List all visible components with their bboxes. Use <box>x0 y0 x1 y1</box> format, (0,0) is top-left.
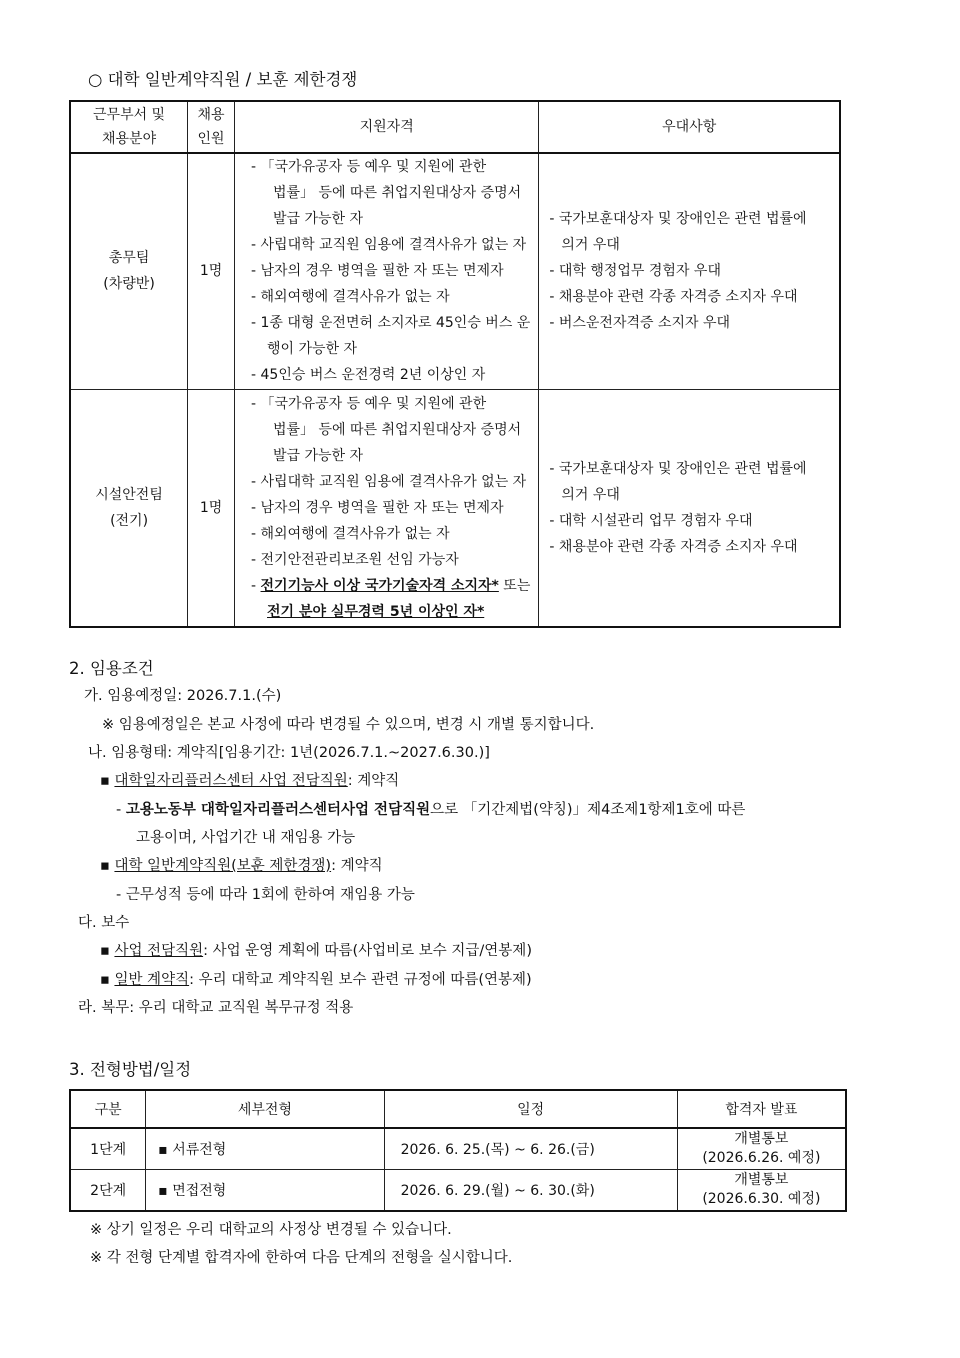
section2-title: 2. 임용조건 <box>69 659 154 678</box>
list-item: ▪ 일반 계약직: 우리 대학교 계약직원 보수 관련 규정에 따름(연봉제) <box>100 972 532 988</box>
service-rule: 라. 복무: 우리 대학교 교직원 복무규정 적용 <box>78 1000 354 1016</box>
recruit-table <box>69 100 841 628</box>
result-cell: 개별통보 (2026.6.30. 예정) <box>677 1170 846 1212</box>
list-item: - 사립대학 교직원 임용에 결격사유가 없는 자 <box>251 237 527 254</box>
list-item: - 남자의 경우 병역을 필한 자 또는 면제자 <box>251 263 504 280</box>
header-schedule: 일정 <box>384 1090 677 1128</box>
list-item: ▪ 대학일자리플러스센터 사업 전담직원: 계약직 <box>100 773 400 789</box>
dept-cell: 시설안전팀 (전기) <box>70 389 188 627</box>
table-row <box>70 389 840 627</box>
list-item: 전기 분야 실무경력 5년 이상인 자* <box>267 603 485 620</box>
schedule-table-header <box>70 1090 846 1128</box>
list-item: - 「국가유공자 등 예우 및 지원에 관한 <box>251 395 487 412</box>
recruit-table-header <box>70 101 840 153</box>
employment-type: 나. 임용형태: 계약직[임용기간: 1년(2026.7.1.~2027.6.30.)] <box>88 745 490 761</box>
schedule-note-2: ※ 각 전형 단계별 합격자에 한하여 다음 단계의 전형을 실시합니다. <box>90 1250 513 1266</box>
qualification-list <box>235 389 539 627</box>
qualification-list <box>235 153 539 389</box>
list-item: - 국가보훈대상자 및 장애인은 관련 법률에 <box>549 460 807 477</box>
list-item: - 고용노동부 대학일자리플러스센터사업 전담직원으로 「기간제법(약칭)」제4조제1항제1호에 따른 <box>116 802 746 818</box>
detail-cell: ▪ 면접전형 <box>146 1170 384 1212</box>
list-item: 법률」 등에 따른 취업지원대상자 증명서 <box>273 421 522 438</box>
list-item: - 대학 행정업무 경험자 우대 <box>549 263 721 280</box>
stage-cell: 2단계 <box>70 1170 146 1212</box>
list-item: - 사립대학 교직원 임용에 결격사유가 없는 자 <box>251 473 527 490</box>
list-item: - 「국가유공자 등 예우 및 지원에 관한 <box>251 159 487 176</box>
list-item: - 해외여행에 결격사유가 없는 자 <box>251 289 450 306</box>
list-item: - 근무성적 등에 따라 1회에 한하여 재임용 가능 <box>116 887 415 903</box>
list-item: 발급 가능한 자 <box>273 447 364 464</box>
list-item: - 해외여행에 결격사유가 없는 자 <box>251 525 450 542</box>
list-item: - 채용분야 관련 각종 자격증 소지자 우대 <box>549 538 798 555</box>
list-item: - 대학 시설관리 업무 경험자 우대 <box>549 512 753 529</box>
count-cell: 1명 <box>188 389 235 627</box>
dept-cell: 총무팀 (차량반) <box>70 153 188 389</box>
header-qualification: 지원자격 <box>235 101 539 153</box>
list-item: 고용이며, 사업기간 내 재임용 가능 <box>136 830 356 846</box>
list-item: - 45인승 버스 운전경력 2년 이상인 자 <box>251 367 486 384</box>
list-item: 법률」 등에 따른 취업지원대상자 증명서 <box>273 185 522 202</box>
schedule-table <box>69 1089 847 1212</box>
result-cell: 개별통보 (2026.6.26. 예정) <box>677 1128 846 1170</box>
detail-cell: ▪ 서류전형 <box>146 1128 384 1170</box>
header-detail: 세부전형 <box>146 1090 384 1128</box>
list-item: - 전기기능사 이상 국가기술자격 소지자* 또는 <box>251 577 531 594</box>
header-result: 합격자 발표 <box>677 1090 846 1128</box>
count-cell: 1명 <box>188 153 235 389</box>
list-item: - 전기안전관리보조원 선임 가능자 <box>251 551 459 568</box>
list-item: - 1종 대형 운전면허 소지자로 45인승 버스 운 <box>251 315 531 332</box>
preference-list <box>539 389 840 627</box>
list-item: - 버스운전자격증 소지자 우대 <box>549 315 731 332</box>
table-row <box>70 1170 846 1212</box>
schedule-cell: 2026. 6. 25.(목) ~ 6. 26.(금) <box>384 1128 677 1170</box>
appointment-date-note: ※ 임용예정일은 본교 사정에 따라 변경될 수 있으며, 변경 시 개별 통지합니다. <box>102 717 595 733</box>
preference-list <box>539 153 840 389</box>
header-count: 채용 인원 <box>188 101 235 153</box>
list-item: 행이 가능한 자 <box>267 341 358 358</box>
list-item: 의거 우대 <box>561 237 620 254</box>
salary-heading: 다. 보수 <box>78 915 130 931</box>
header-stage: 구분 <box>70 1090 146 1128</box>
section3-title: 3. 전형방법/일정 <box>69 1060 192 1079</box>
list-item: 의거 우대 <box>561 486 620 503</box>
list-item: - 남자의 경우 병역을 필한 자 또는 면제자 <box>251 499 504 516</box>
appointment-date: 가. 임용예정일: 2026.7.1.(수) <box>84 688 282 704</box>
list-item: 발급 가능한 자 <box>273 211 364 228</box>
list-item: ▪ 대학 일반계약직원(보훈 제한경쟁): 계약직 <box>100 858 383 874</box>
list-item: ▪ 사업 전담직원: 사업 운영 계획에 따름(사업비로 보수 지급/연봉제) <box>100 943 532 959</box>
table-row <box>70 1128 846 1170</box>
schedule-cell: 2026. 6. 29.(월) ~ 6. 30.(화) <box>384 1170 677 1212</box>
table-row <box>70 153 840 389</box>
header-dept: 근무부서 및 채용분야 <box>70 101 188 153</box>
header-preference: 우대사항 <box>539 101 840 153</box>
schedule-note-1: ※ 상기 일정은 우리 대학교의 사정상 변경될 수 있습니다. <box>90 1222 452 1238</box>
stage-cell: 1단계 <box>70 1128 146 1170</box>
recruit-section-title: ○ 대학 일반계약직원 / 보훈 제한경쟁 <box>88 70 358 89</box>
list-item: - 국가보훈대상자 및 장애인은 관련 법률에 <box>549 211 807 228</box>
list-item: - 채용분야 관련 각종 자격증 소지자 우대 <box>549 289 798 306</box>
